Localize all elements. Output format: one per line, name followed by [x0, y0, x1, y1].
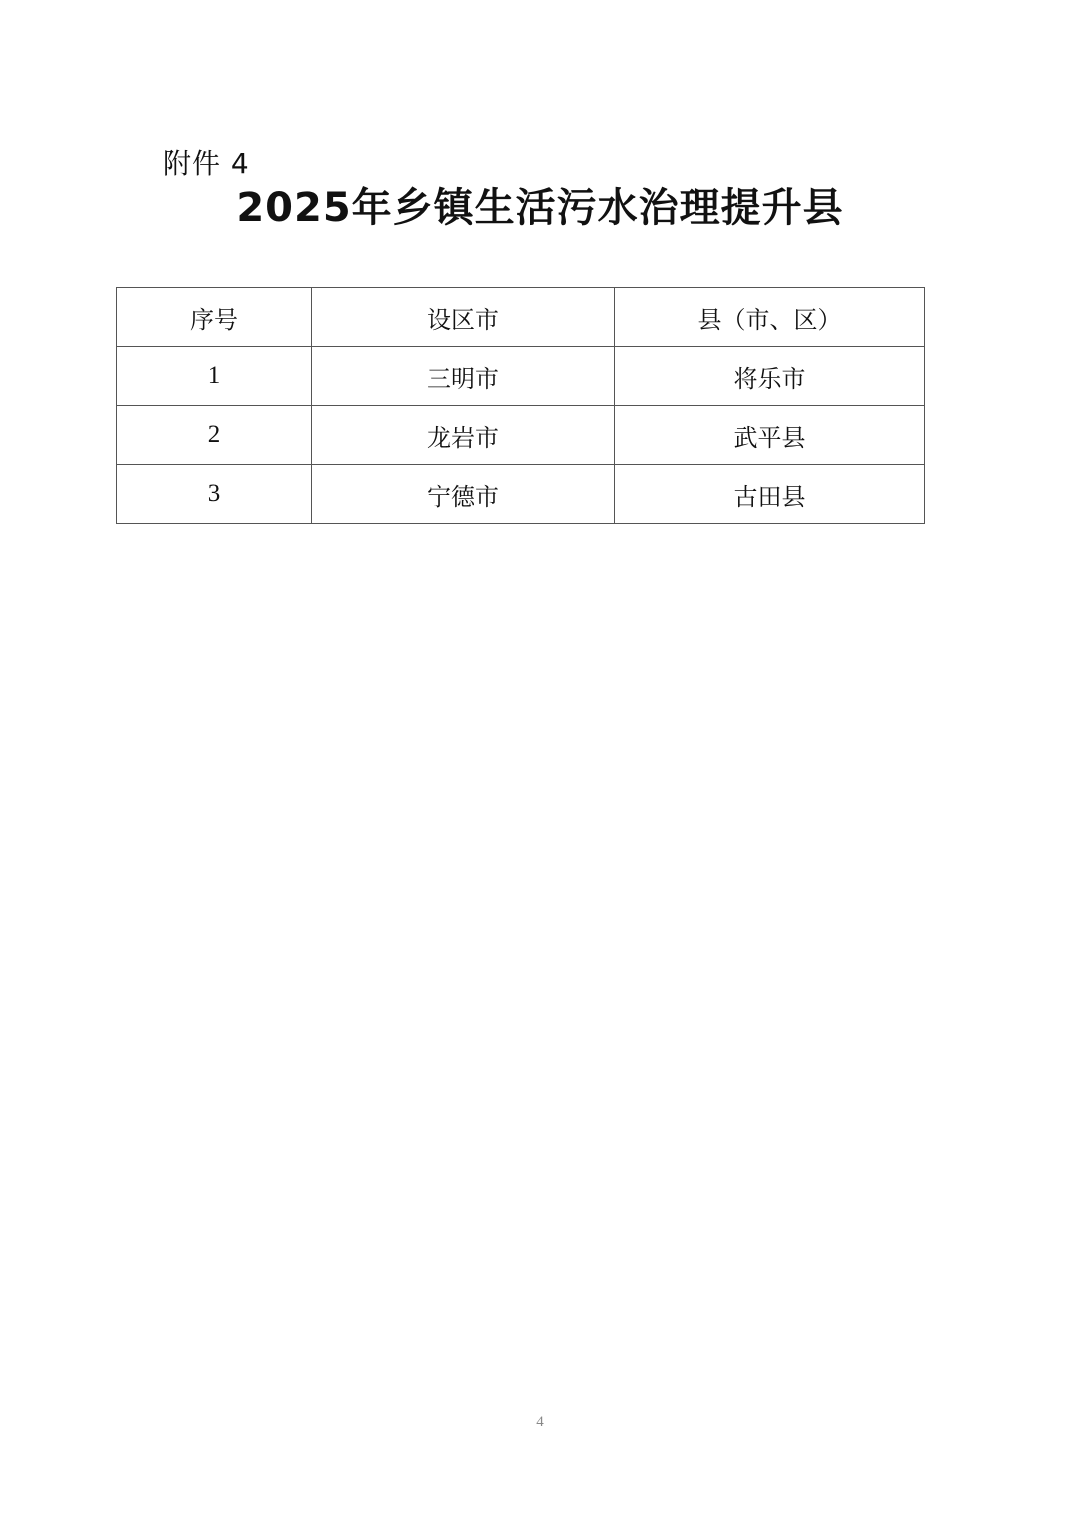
header-county: 县（市、区）	[615, 288, 925, 347]
table-row	[117, 347, 925, 406]
cell-seq: 1	[117, 347, 312, 406]
header-seq: 序号	[117, 288, 312, 347]
cell-seq: 3	[117, 465, 312, 524]
page-number: 4	[536, 1414, 544, 1430]
cell-seq: 2	[117, 406, 312, 465]
document-title: 2025年乡镇生活污水治理提升县	[236, 185, 844, 231]
table-header-row	[117, 288, 925, 347]
cell-county: 古田县	[615, 465, 925, 524]
cell-city: 三明市	[312, 347, 615, 406]
cell-county: 武平县	[615, 406, 925, 465]
attachment-label: 附件 4	[163, 147, 250, 180]
counties-table	[116, 287, 925, 524]
cell-city: 宁德市	[312, 465, 615, 524]
table-row	[117, 406, 925, 465]
cell-city: 龙岩市	[312, 406, 615, 465]
cell-county: 将乐市	[615, 347, 925, 406]
table-row	[117, 465, 925, 524]
header-city: 设区市	[312, 288, 615, 347]
